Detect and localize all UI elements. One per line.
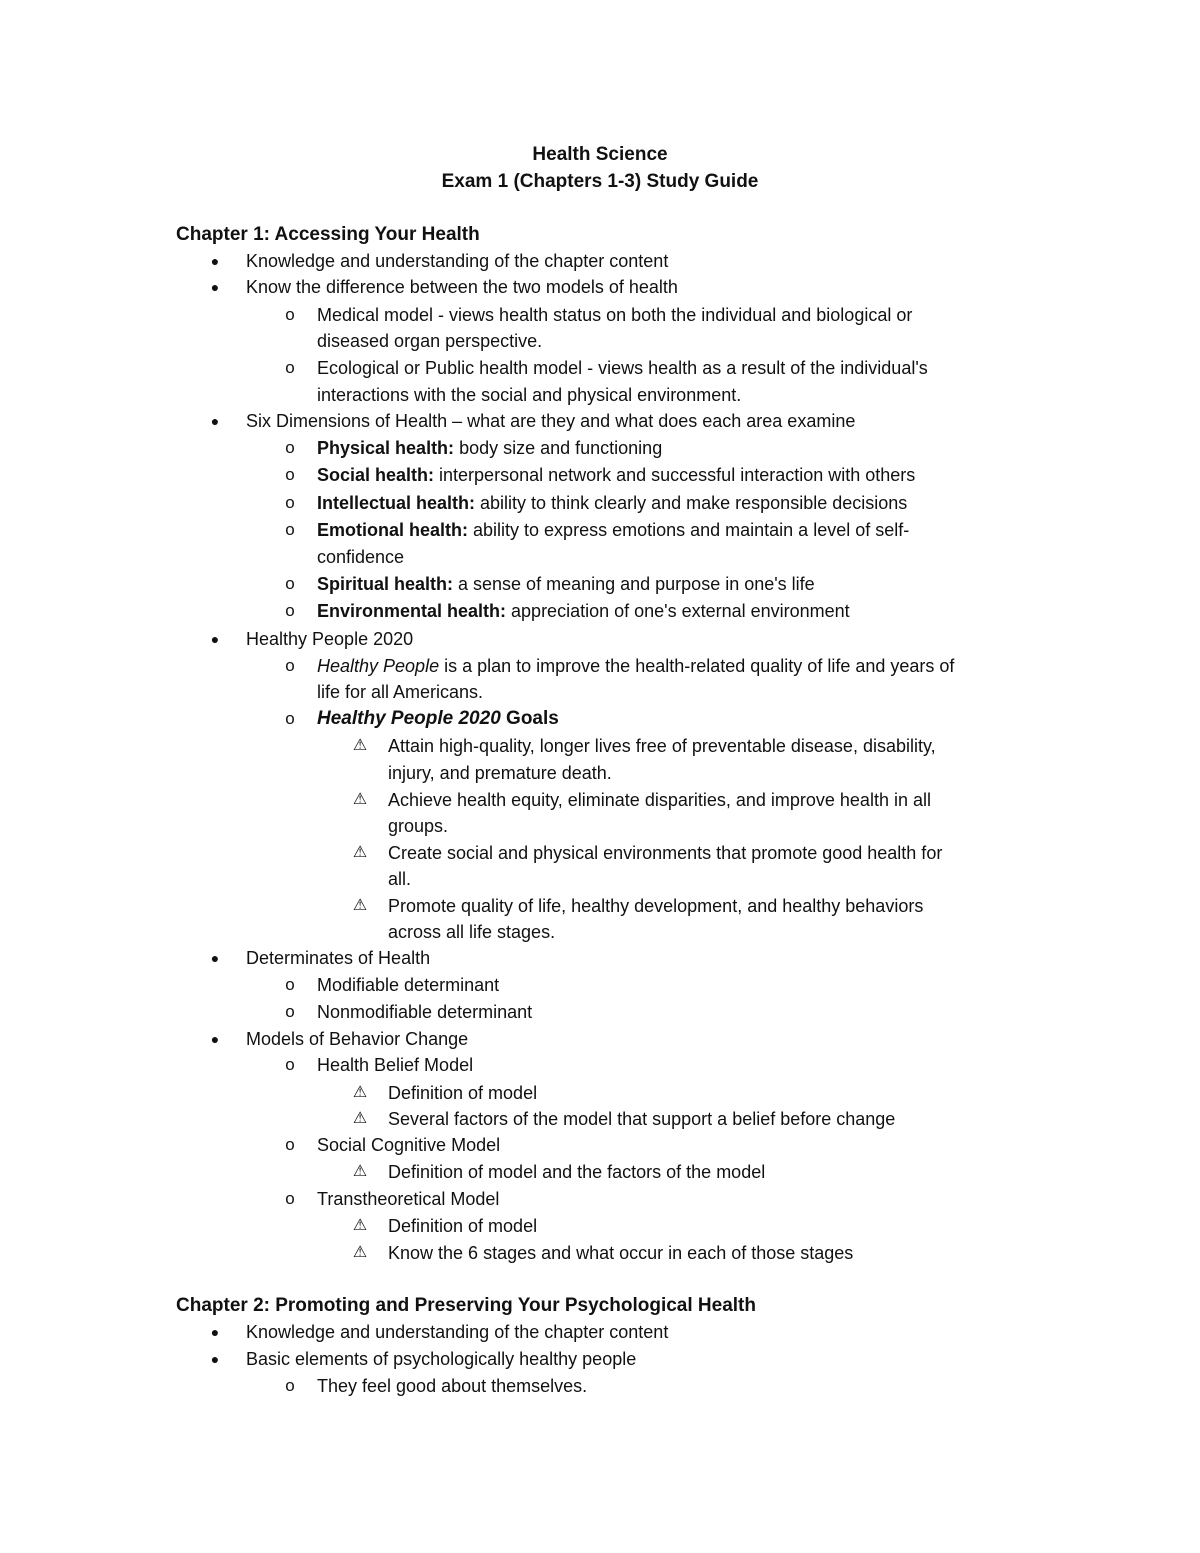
sub-bullet-icon: ⚠ xyxy=(352,897,368,914)
list-item-continued: interactions with the social and physical environment. xyxy=(317,385,742,405)
list-item xyxy=(317,706,559,733)
list-item: Know the difference between the two models of health xyxy=(246,277,678,297)
list-item: Medical model - views health status on both the individual and biological or xyxy=(317,305,913,325)
bullet-icon: ● xyxy=(210,253,220,269)
circle-bullet-icon: o xyxy=(285,709,295,728)
sub-bullet-icon: ⚠ xyxy=(352,1217,368,1234)
sub-bullet-icon: ⚠ xyxy=(352,1163,368,1180)
bullet-icon: ● xyxy=(210,1324,220,1340)
list-item: Social Cognitive Model xyxy=(317,1135,501,1155)
list-item xyxy=(317,571,815,598)
italic-text: Healthy People 2020 xyxy=(317,708,501,729)
list-item: Health Belief Model xyxy=(317,1055,474,1075)
dimension-text: appreciation of one's external environment xyxy=(506,601,850,621)
list-item-continued: diseased organ perspective. xyxy=(317,331,543,351)
list-item: Definition of model and the factors of the model xyxy=(388,1162,766,1182)
dimension-label: Spiritual health: xyxy=(317,574,454,594)
list-item: Knowledge and understanding of the chapter content xyxy=(246,251,669,271)
circle-bullet-icon: o xyxy=(285,438,295,457)
circle-bullet-icon: o xyxy=(285,1189,295,1208)
list-item xyxy=(317,517,909,544)
chapter-1-heading: Chapter 1: Accessing Your Health xyxy=(176,224,480,245)
circle-bullet-icon: o xyxy=(285,305,295,324)
document-title: Health Science xyxy=(532,144,668,165)
circle-bullet-icon: o xyxy=(285,1002,295,1021)
bullet-icon: ● xyxy=(210,1351,220,1367)
list-item xyxy=(317,653,954,680)
list-item: Know the 6 stages and what occur in each of those stages xyxy=(388,1243,854,1263)
list-item: Several factors of the model that support a belief before change xyxy=(388,1109,896,1129)
circle-bullet-icon: o xyxy=(285,574,295,593)
dimension-text: body size and functioning xyxy=(454,438,663,458)
circle-bullet-icon: o xyxy=(285,656,295,675)
circle-bullet-icon: o xyxy=(285,1055,295,1074)
sub-bullet-icon: ⚠ xyxy=(352,1110,368,1127)
list-item-continued: injury, and premature death. xyxy=(388,763,612,783)
bullet-icon: ● xyxy=(210,279,220,295)
list-item: Modifiable determinant xyxy=(317,975,500,995)
sub-bullet-icon: ⚠ xyxy=(352,1244,368,1261)
circle-bullet-icon: o xyxy=(285,975,295,994)
dimension-label: Social health: xyxy=(317,465,435,485)
list-item: Transtheoretical Model xyxy=(317,1189,500,1209)
list-item: Promote quality of life, healthy development, and healthy behaviors xyxy=(388,896,924,916)
list-item: Basic elements of psychologically healthy people xyxy=(246,1349,637,1369)
list-item: Six Dimensions of Health – what are they and what does each area examine xyxy=(246,411,856,431)
circle-bullet-icon: o xyxy=(285,358,295,377)
sub-bullet-icon: ⚠ xyxy=(352,791,368,808)
list-item-continued: groups. xyxy=(388,816,449,836)
dimension-text: a sense of meaning and purpose in one's life xyxy=(453,574,815,594)
list-item-continued: confidence xyxy=(317,547,405,567)
circle-bullet-icon: o xyxy=(285,601,295,620)
list-item xyxy=(317,490,907,517)
list-item: Create social and physical environments that promote good health for xyxy=(388,843,943,863)
circle-bullet-icon: o xyxy=(285,1376,295,1395)
list-item-continued: across all life stages. xyxy=(388,922,556,942)
list-item-continued: life for all Americans. xyxy=(317,682,484,702)
list-item: Nonmodifiable determinant xyxy=(317,1002,533,1022)
sub-bullet-icon: ⚠ xyxy=(352,844,368,861)
dimension-label: Emotional health: xyxy=(317,520,469,540)
plain-text: is a plan to improve the health-related quality of life and years of xyxy=(439,656,955,676)
list-item: Definition of model xyxy=(388,1083,538,1103)
list-item: Determinates of Health xyxy=(246,948,431,968)
plain-text: Goals xyxy=(500,708,559,729)
circle-bullet-icon: o xyxy=(285,520,295,539)
dimension-label: Intellectual health: xyxy=(317,493,476,513)
list-item: Ecological or Public health model - views health as a result of the individual's xyxy=(317,358,928,378)
bullet-icon: ● xyxy=(210,1031,220,1047)
italic-text: Healthy People xyxy=(317,656,440,676)
dimension-text: ability to express emotions and maintain a level of self- xyxy=(468,520,910,540)
list-item: Healthy People 2020 xyxy=(246,629,414,649)
sub-bullet-icon: ⚠ xyxy=(352,737,368,754)
list-item: Knowledge and understanding of the chapter content xyxy=(246,1322,669,1342)
list-item: They feel good about themselves. xyxy=(317,1376,588,1396)
list-item-continued: all. xyxy=(388,869,412,889)
dimension-text: interpersonal network and successful interaction with others xyxy=(434,465,916,485)
document-subtitle: Exam 1 (Chapters 1-3) Study Guide xyxy=(441,171,759,192)
bullet-icon: ● xyxy=(210,413,220,429)
dimension-label: Physical health: xyxy=(317,438,455,458)
dimension-text: ability to think clearly and make responsible decisions xyxy=(475,493,908,513)
circle-bullet-icon: o xyxy=(285,465,295,484)
circle-bullet-icon: o xyxy=(285,1135,295,1154)
bullet-icon: ● xyxy=(210,631,220,647)
dimension-label: Environmental health: xyxy=(317,601,507,621)
list-item xyxy=(317,462,915,489)
list-item: Models of Behavior Change xyxy=(246,1029,469,1049)
list-item: Achieve health equity, eliminate disparities, and improve health in all xyxy=(388,790,931,810)
list-item xyxy=(317,598,850,625)
list-item: Attain high-quality, longer lives free of preventable disease, disability, xyxy=(388,736,936,756)
bullet-icon: ● xyxy=(210,950,220,966)
list-item: Definition of model xyxy=(388,1216,538,1236)
chapter-2-heading: Chapter 2: Promoting and Preserving Your Psychological Health xyxy=(176,1295,756,1316)
sub-bullet-icon: ⚠ xyxy=(352,1084,368,1101)
list-item xyxy=(317,435,662,462)
circle-bullet-icon: o xyxy=(285,493,295,512)
